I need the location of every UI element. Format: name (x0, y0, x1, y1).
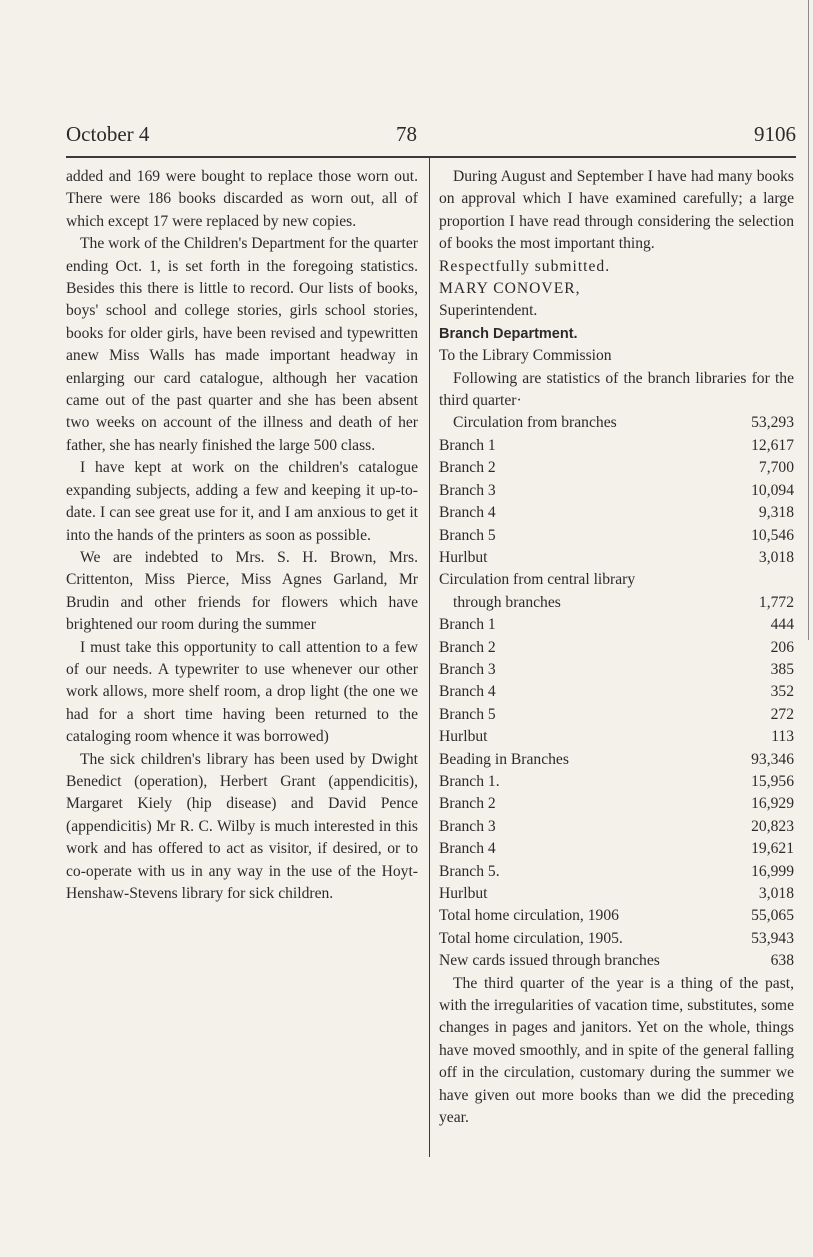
page-edge-line (808, 0, 809, 640)
stat-row (439, 457, 794, 479)
stat-value: 15,956 (751, 772, 794, 790)
stat-label: Hurlbut (439, 885, 488, 902)
stat-value: 3,018 (758, 885, 794, 902)
stat-label: Branch 3 (439, 660, 496, 678)
final-paragraph: The third quarter of the year is a thing of the past, with the irregularities of vacation time, substitutes, some changes in pages and janitors. Yet on the whole, things have moved smoothly, and in spite of the general falling off in the circulation, customary during the summer we have given out more books than we did the preceding year. (439, 974, 794, 1127)
stat-row (439, 950, 794, 972)
stat-value: 638 (770, 952, 794, 970)
stat-label: Branch 5. (439, 862, 500, 880)
stat-value: 1,772 (758, 593, 794, 611)
stat-value: 16,929 (751, 795, 794, 813)
stat-value: 10,094 (751, 481, 794, 499)
stat-row (439, 928, 794, 950)
stat-row (439, 771, 794, 793)
stat-label: Total home circulation, 1905. (439, 929, 623, 947)
stat-value: 113 (771, 728, 794, 746)
stat-value: 20,823 (751, 817, 794, 835)
stat-row (439, 726, 794, 748)
stat-row (439, 681, 794, 703)
stat-row (439, 793, 794, 815)
stat-row (439, 905, 794, 927)
column-divider (429, 157, 430, 1157)
closing-line: Respectfully submitted. (439, 257, 611, 275)
stat-value: 352 (770, 683, 794, 701)
stat-label: Branch 1. (439, 772, 500, 790)
stat-label: Branch 5 (439, 705, 496, 723)
stat-label: Branch 3 (439, 817, 496, 835)
stat-value: 12,617 (751, 436, 794, 454)
stat-row (439, 659, 794, 681)
paragraph: I must take this opportunity to call attention to a few of our needs. A typewriter to use whenever our other work allows, more shelf room, a drop light (the one we had for a short time having been returned to the cataloging room whence it was borrowed) (66, 638, 418, 746)
stat-value: 55,065 (751, 907, 794, 925)
stat-row (439, 637, 794, 659)
stat-row (439, 547, 794, 569)
stat-label: through branches (453, 593, 561, 611)
stat-value: 3,018 (758, 548, 794, 566)
left-column (66, 166, 418, 905)
stat-row (439, 883, 794, 905)
header-date: October 4 (66, 122, 150, 146)
stat-row (439, 838, 794, 860)
stat-value: 53,943 (751, 929, 794, 947)
stat-label: Hurlbut (439, 728, 488, 746)
paragraph: The sick children's library has been used by Dwight Benedict (operation), Herbert Grant (appendicitis), Margaret Kiely (hip disease) and David Pence (appendicitis) Mr R. C. Wilby is much interested in this work and has offered to act as visitor, if desired, or to co-operate with us in any way in the use of the Hoyt-Henshaw-Stevens library for sick children. (66, 750, 418, 902)
stat-label: Branch 2 (439, 459, 496, 477)
right-column (439, 166, 794, 1129)
stat-row (439, 412, 794, 434)
stat-value: 272 (770, 705, 794, 723)
stat-label: Hurlbut (439, 548, 488, 566)
stat-label: Branch 2 (439, 795, 496, 813)
stats-intro: Following are statistics of the branch libraries for the third quarter· (439, 369, 794, 410)
stat-label: Branch 1 (439, 616, 496, 634)
stat-row (439, 480, 794, 502)
paragraph: We are indebted to Mrs. S. H. Brown, Mrs. Crittenton, Miss Pierce, Miss Agnes Garland, Mr Brudin and other friends for flowers which have brightened our room during the summer (66, 548, 418, 634)
header-page-number: 78 (396, 122, 417, 146)
stat-label: Circulation from branches (453, 414, 617, 432)
page-header (66, 122, 796, 152)
stat-value: 16,999 (751, 862, 794, 880)
stat-heading: Circulation from central library (439, 571, 636, 589)
stat-value: 206 (770, 638, 794, 656)
stat-row (439, 816, 794, 838)
stat-value: 53,293 (751, 414, 794, 432)
stat-label: Branch 5 (439, 526, 496, 544)
stat-row (439, 749, 794, 771)
stat-label: New cards issued through branches (439, 952, 660, 970)
header-rule (66, 156, 796, 158)
stat-value: 385 (770, 660, 794, 678)
signature-name: MARY CONOVER, (439, 280, 581, 298)
stat-label: Branch 1 (439, 436, 496, 454)
stat-row (439, 435, 794, 457)
paragraph: added and 169 were bought to replace those worn out. There were 186 books discarded as worn out, all of which except 17 were replaced by new copies. (66, 168, 418, 230)
stat-label: Total home circulation, 1906 (439, 907, 619, 925)
stat-row (439, 592, 794, 614)
signature-title: Superintendent. (439, 302, 538, 320)
section-heading: Branch Department. (439, 325, 578, 342)
addressee: To the Library Commission (439, 347, 612, 365)
stat-value: 9,318 (758, 504, 794, 522)
stat-label: Beading in Branches (439, 750, 569, 768)
intro-paragraph: During August and September I have had many books on approval which I have examined carefully; a large proportion I have read through considering the selection of books the most important thing. (439, 168, 794, 253)
stat-label: Branch 2 (439, 638, 496, 656)
paragraph: I have kept at work on the children's catalogue expanding subjects, adding a few and keeping it up-to-date. I can see great use for it, and I am anxious to get it into the hands of the printers as soon as possible. (66, 459, 418, 544)
stat-value: 444 (770, 616, 794, 634)
header-issue-number: 9106 (754, 122, 796, 146)
stat-value: 10,546 (751, 526, 794, 544)
stat-label: Branch 4 (439, 840, 496, 858)
stat-row (439, 861, 794, 883)
stat-row (439, 704, 794, 726)
stat-label: Branch 3 (439, 481, 496, 499)
stat-value: 93,346 (751, 750, 794, 768)
stat-label: Branch 4 (439, 683, 496, 701)
stat-value: 19,621 (751, 840, 794, 858)
paragraph: The work of the Children's Department for the quarter ending Oct. 1, is set forth in the foregoing statistics. Besides this there is little to record. Our lists of books, boys' school and college stories, girls school stories, books for older girls, have been revised and typewritten anew Miss Walls has made important headway in enlarging our card catalogue, although her vacation came out of the past quarter and she has been absent two weeks on account of the illness and death of her father, she has nearly finished the large 500 class. (66, 235, 418, 454)
stat-row (439, 614, 794, 636)
stat-row (439, 525, 794, 547)
stat-value: 7,700 (758, 459, 794, 477)
stat-label: Branch 4 (439, 504, 496, 522)
stat-row (439, 502, 794, 524)
